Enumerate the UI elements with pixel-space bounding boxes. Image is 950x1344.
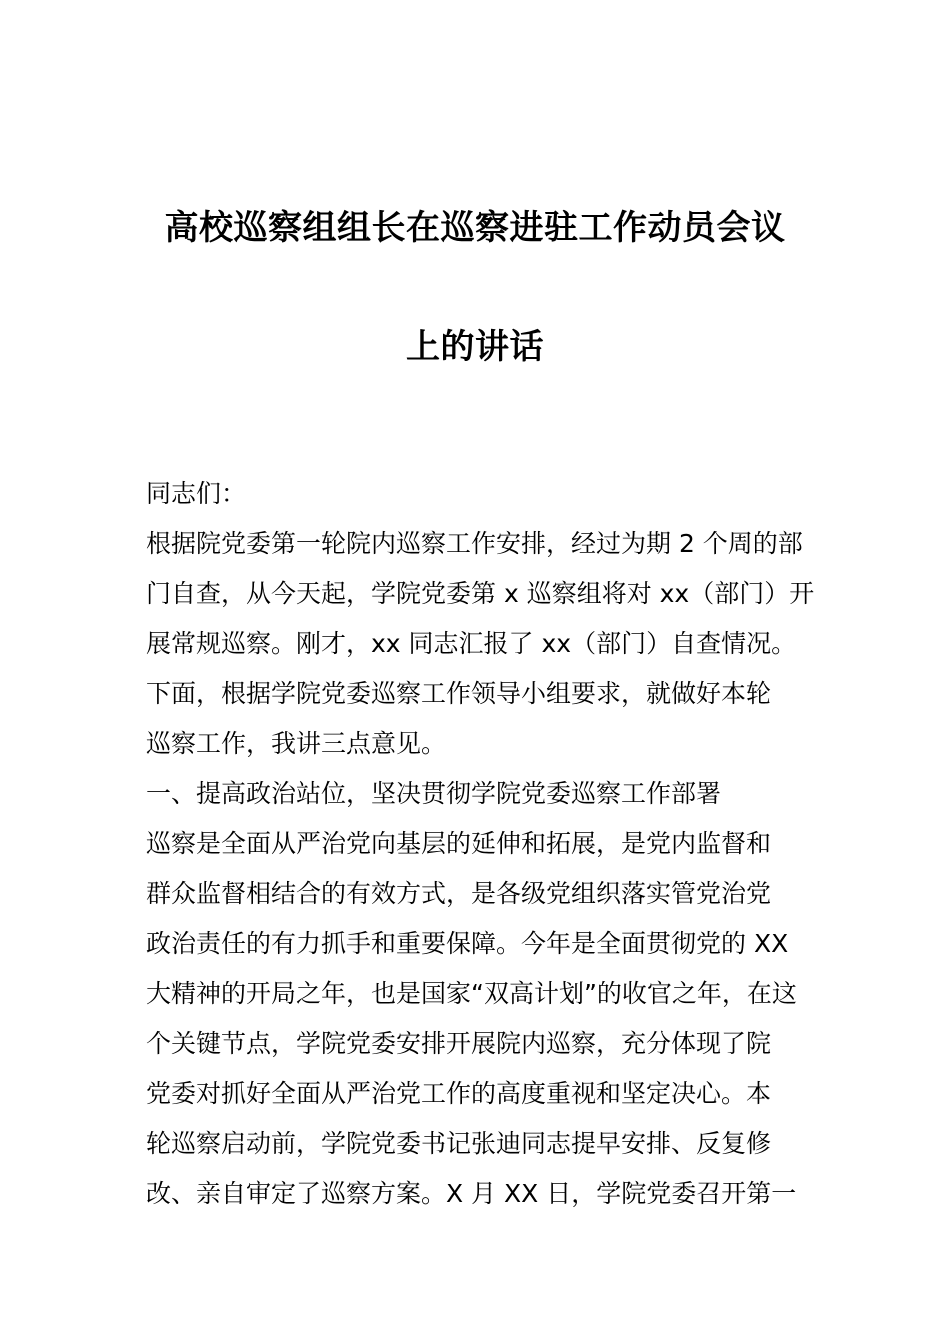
- body-line: 改、亲自审定了巡察方案。X 月 XX 日，学院党委召开第一: [146, 1179, 797, 1208]
- body-line: 门自查，从今天起，学院党委第 x 巡察组将对 xx（部门）开: [146, 579, 815, 608]
- body-line: 个关键节点，学院党委安排开展院内巡察，充分体现了院: [146, 1029, 772, 1058]
- body-line: 大精神的开局之年，也是国家“双高计划”的收官之年，在这: [146, 979, 797, 1008]
- body-line: 政治责任的有力抓手和重要保障。今年是全面贯彻党的 XX: [146, 929, 789, 958]
- body-line: 轮巡察启动前，学院党委书记张迪同志提早安排、反复修: [146, 1129, 772, 1158]
- document-title-line-2: 上的讲话: [406, 327, 544, 367]
- body-line: 根据院党委第一轮院内巡察工作安排，经过为期 2 个周的部: [146, 529, 803, 558]
- body-line: 巡察工作，我讲三点意见。: [146, 729, 447, 758]
- body-line: 巡察是全面从严治党向基层的延伸和拓展，是党内监督和: [146, 829, 772, 858]
- section-heading: 一、提高政治站位，坚决贯彻学院党委巡察工作部署: [146, 779, 722, 808]
- body-line: 下面，根据学院党委巡察工作领导小组要求，就做好本轮: [146, 679, 772, 708]
- document-body: [146, 469, 826, 1219]
- body-line: 群众监督相结合的有效方式，是各级党组织落实管党治党: [146, 879, 772, 908]
- body-line: 展常规巡察。刚才，xx 同志汇报了 xx（部门）自查情况。: [146, 629, 797, 658]
- document-title-line-1: 高校巡察组组长在巡察进驻工作动员会议: [164, 208, 786, 248]
- salutation: 同志们：: [146, 479, 247, 508]
- body-line: 党委对抓好全面从严治党工作的高度重视和坚定决心。本: [146, 1079, 772, 1108]
